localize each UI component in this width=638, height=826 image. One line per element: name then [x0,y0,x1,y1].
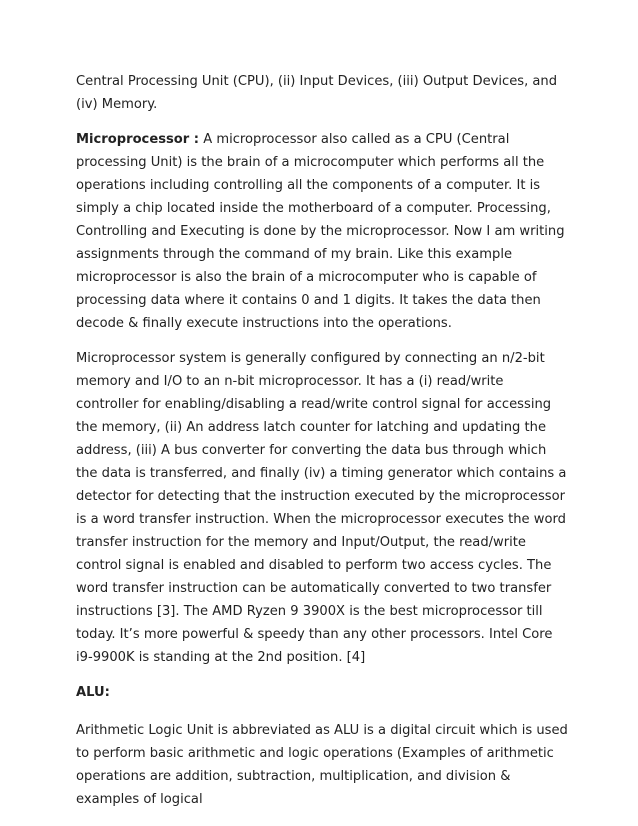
document-page [76,70,568,823]
microprocessor-paragraph [76,128,568,335]
microprocessor-label: Microprocessor : [76,132,200,147]
alu-heading: ALU: [76,685,110,700]
alu-paragraph: Arithmetic Logic Unit is abbreviated as ALU is a digital circuit which is used to perform basic arithmetic and logic operations (Examples of arithmetic operations are addition, subtraction, multiplication, and division & examples of logical [76,723,568,807]
microprocessor-system-paragraph: Microprocessor system is generally configured by connecting an n/2-bit memory and I/O to an n-bit microprocessor. It has a (i) read/write controller for enabling/disabling a read/write control signal for accessing the memory, (ii) An address latch counter for latching and updating the address, (iii) A bus converter for converting the data bus through which the data is transferred, and finally (iv) a timing generator which contains a detector for detecting that the instruction executed by the microprocessor is a word transfer instruction. When the microprocessor executes the word transfer instruction for the memory and Input/Output, the read/write control signal is enabled and disabled to perform two access cycles. The word transfer instruction can be automatically converted to two transfer instructions [3]. The AMD Ryzen 9 3900X is the best microprocessor till today. It’s more powerful & speedy than any other processors. Intel Core i9-9900K is standing at the 2nd position. [4] [76,351,567,665]
intro-paragraph: Central Processing Unit (CPU), (ii) Input Devices, (iii) Output Devices, and (iv) Memory. [76,74,558,112]
microprocessor-text: A microprocessor also called as a CPU (Central processing Unit) is the brain of a microcomputer which performs all the operations including controlling all the components of a computer. It is simply a chip located inside the motherboard of a computer. Processing, Controlling and Executing is done by the microprocessor. Now I am writing assignments through the command of my brain. Like this example microprocessor is also the brain of a microcomputer who is capable of processing data where it contains 0 and 1 digits. It takes the data then decode & finally execute instructions into the operations. [76,132,565,331]
